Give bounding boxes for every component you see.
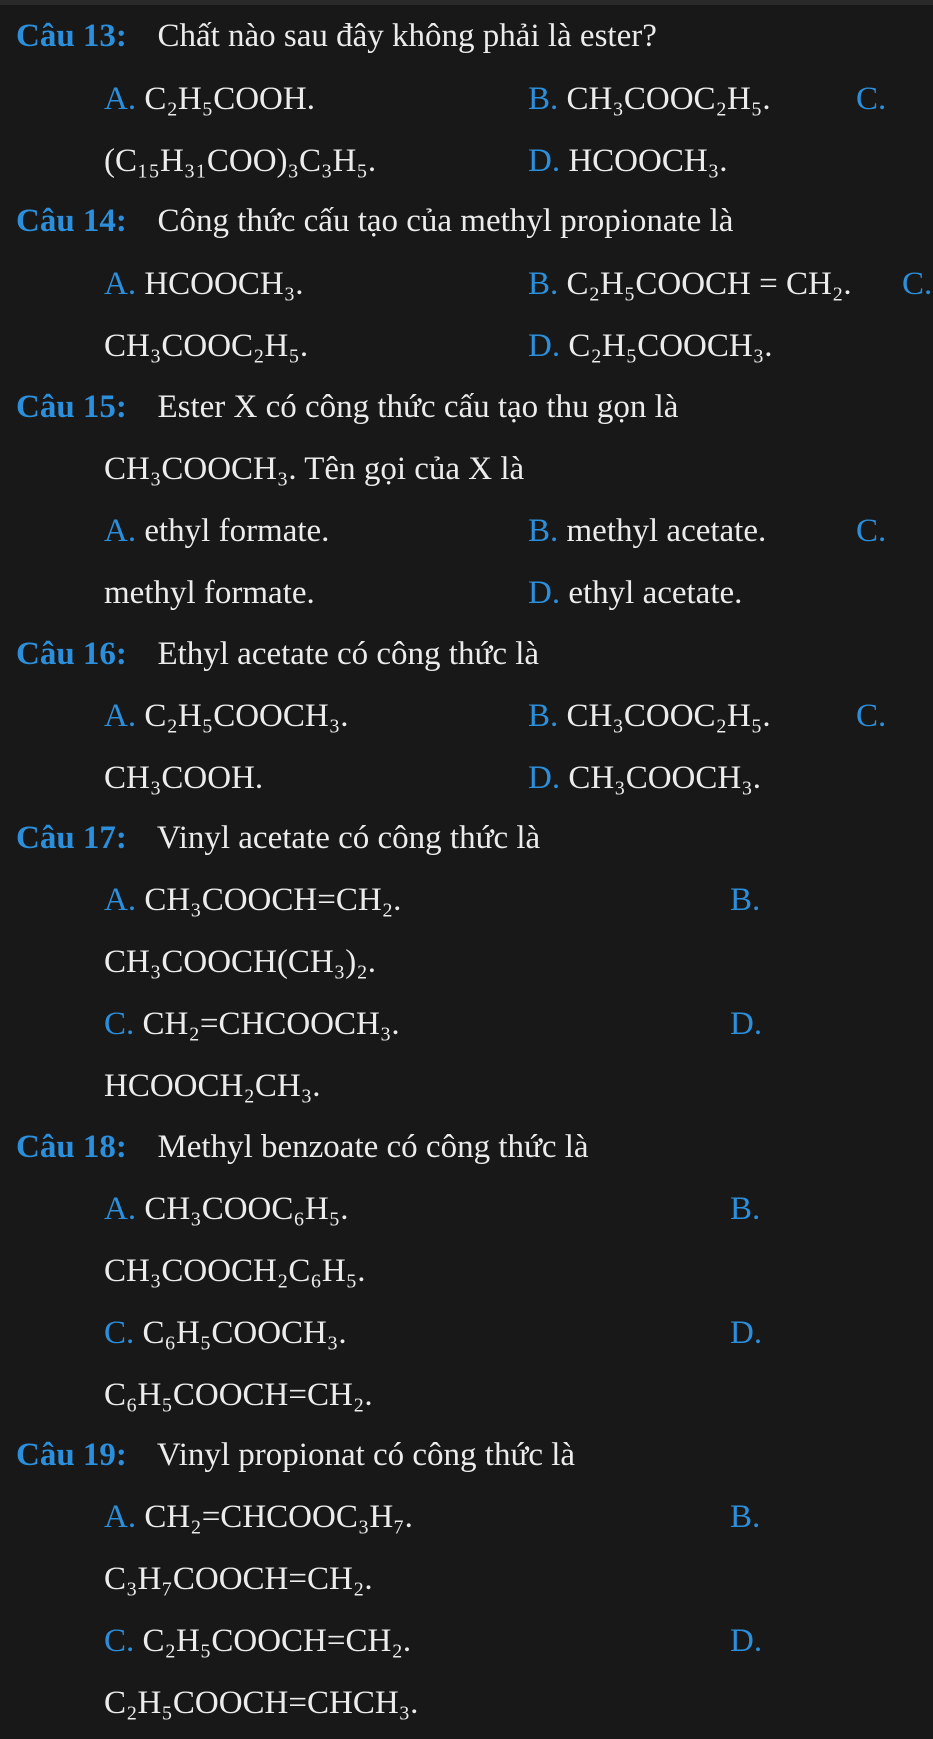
option-text: CH₂=CHCOOCH₃. — [142, 1006, 400, 1042]
option-text: CH₃COOC₆H₅. — [144, 1191, 349, 1227]
option-text: CH₃COOCH(CH₃)₂. — [104, 944, 376, 980]
option-letter: B. — [730, 1191, 761, 1227]
option-letter: D. — [730, 1623, 763, 1659]
question-label: Câu 17: — [16, 820, 127, 856]
answer-option-a[interactable] — [104, 1189, 348, 1229]
option-text: C₂H₅COOCH = CH₂. — [566, 266, 852, 302]
question-stem: Ethyl acetate có công thức là — [157, 636, 540, 672]
answer-option-b[interactable] — [528, 264, 852, 304]
option-letter: C. — [902, 266, 933, 302]
option-letter: D. — [528, 760, 561, 796]
answer-option-c[interactable] — [104, 1621, 411, 1661]
question-18-heading — [16, 1127, 589, 1167]
answer-option-b-text — [104, 942, 376, 982]
option-letter: B. — [528, 513, 559, 549]
option-text: HCOOCH₃. — [144, 266, 304, 302]
option-letter: A. — [104, 1191, 137, 1227]
option-letter: A. — [104, 266, 137, 302]
answer-option-d[interactable] — [528, 141, 727, 181]
answer-option-a[interactable] — [104, 1497, 413, 1537]
option-letter: B. — [730, 882, 761, 918]
answer-option-b[interactable] — [730, 1497, 760, 1537]
answer-option-c-text — [104, 758, 263, 798]
option-letter: D. — [528, 143, 561, 179]
answer-option-d-text — [104, 1683, 418, 1723]
option-letter: D. — [528, 575, 561, 611]
option-text: C₂H₅COOCH₃. — [144, 698, 349, 734]
option-text: HCOOCH₃. — [568, 143, 728, 179]
option-letter: D. — [730, 1315, 763, 1351]
answer-option-d-text — [104, 1375, 373, 1415]
option-text: C₆H₅COOCH=CH₂. — [104, 1377, 373, 1413]
option-text: HCOOCH₂CH₃. — [104, 1068, 321, 1104]
answer-option-d[interactable] — [730, 1313, 762, 1353]
answer-option-d-text — [104, 1066, 320, 1106]
question-stem: Ester X có công thức cấu tạo thu gọn là — [157, 389, 679, 425]
question-stem: Methyl benzoate có công thức là — [157, 1129, 589, 1165]
answer-option-a[interactable] — [104, 264, 303, 304]
option-letter: C. — [856, 698, 887, 734]
option-text: C₂H₅COOH. — [144, 81, 315, 117]
answer-option-c[interactable] — [856, 511, 886, 551]
option-text: ethyl acetate. — [568, 575, 743, 611]
question-label: Câu 19: — [16, 1437, 127, 1473]
option-text: C₂H₅COOCH₃. — [568, 328, 773, 364]
answer-option-b[interactable] — [528, 696, 771, 736]
answer-option-c[interactable] — [902, 264, 932, 304]
answer-option-b[interactable] — [730, 880, 760, 920]
option-text: methyl acetate. — [566, 513, 767, 549]
option-text: CH₂=CHCOOC₃H₇. — [144, 1499, 413, 1535]
question-stem: CH₃COOCH₃. Tên gọi của X là — [104, 451, 525, 487]
option-text: (C₁₅H₃₁COO)₃C₃H₅. — [104, 143, 377, 179]
answer-option-d[interactable] — [528, 573, 742, 613]
option-text: CH₃COOH. — [104, 760, 264, 796]
question-stem: Vinyl acetate có công thức là — [156, 820, 541, 856]
question-15-heading — [16, 387, 678, 427]
option-letter: B. — [528, 266, 559, 302]
question-14-heading — [16, 201, 733, 241]
option-letter: D. — [528, 328, 561, 364]
answer-option-b[interactable] — [730, 1189, 760, 1229]
question-label: Câu 18: — [16, 1129, 127, 1165]
option-letter: C. — [104, 1623, 135, 1659]
question-13-heading — [16, 16, 657, 56]
option-letter: A. — [104, 882, 137, 918]
option-letter: D. — [730, 1006, 763, 1042]
question-stem: Công thức cấu tạo của methyl propionate là — [157, 203, 734, 239]
question-label: Câu 15: — [16, 389, 127, 425]
answer-option-a[interactable] — [104, 79, 315, 119]
option-text: C₆H₅COOCH₃. — [142, 1315, 347, 1351]
answer-option-c-text — [104, 141, 376, 181]
option-letter: C. — [104, 1006, 135, 1042]
option-text: C₂H₅COOCH=CHCH₃. — [104, 1685, 419, 1721]
answer-option-b[interactable] — [528, 511, 766, 551]
top-border — [0, 0, 933, 5]
option-text: CH₃COOCH=CH₂. — [144, 882, 402, 918]
option-letter: A. — [104, 1499, 137, 1535]
option-letter: C. — [104, 1315, 135, 1351]
answer-option-d[interactable] — [528, 758, 761, 798]
option-letter: B. — [528, 698, 559, 734]
option-letter: A. — [104, 81, 137, 117]
answer-option-a[interactable] — [104, 880, 401, 920]
option-letter: B. — [730, 1499, 761, 1535]
answer-option-d[interactable] — [730, 1004, 762, 1044]
option-letter: A. — [104, 513, 137, 549]
answer-option-c-text — [104, 573, 315, 613]
answer-option-d[interactable] — [528, 326, 772, 366]
answer-option-c[interactable] — [104, 1004, 400, 1044]
question-17-heading — [16, 818, 540, 858]
question-label: Câu 16: — [16, 636, 127, 672]
option-text: C₃H₇COOCH=CH₂. — [104, 1561, 373, 1597]
answer-option-b-text — [104, 1559, 373, 1599]
answer-option-c[interactable] — [856, 696, 886, 736]
option-letter: C. — [856, 81, 887, 117]
answer-option-b-text — [104, 1251, 365, 1291]
answer-option-a[interactable] — [104, 511, 329, 551]
option-text: CH₃COOCH₂C₆H₅. — [104, 1253, 366, 1289]
option-text: methyl formate. — [104, 575, 315, 611]
answer-option-d[interactable] — [730, 1621, 762, 1661]
question-19-heading — [16, 1435, 575, 1475]
option-text: C₂H₅COOCH=CH₂. — [142, 1623, 412, 1659]
option-text: ethyl formate. — [144, 513, 330, 549]
answer-option-b[interactable] — [528, 79, 771, 119]
question-15-stem-continued — [104, 449, 524, 489]
answer-option-a[interactable] — [104, 696, 348, 736]
question-stem: Vinyl propionat có công thức là — [156, 1437, 576, 1473]
question-label: Câu 14: — [16, 203, 127, 239]
option-text: CH₃COOC₂H₅. — [566, 698, 771, 734]
answer-option-c-text — [104, 326, 308, 366]
option-text: CH₃COOC₂H₅. — [104, 328, 309, 364]
question-label: Câu 13: — [16, 18, 127, 54]
question-stem: Chất nào sau đây không phải là ester? — [157, 18, 657, 54]
option-text: CH₃COOCH₃. — [568, 760, 761, 796]
option-letter: C. — [856, 513, 887, 549]
option-text: CH₃COOC₂H₅. — [566, 81, 771, 117]
question-16-heading — [16, 634, 539, 674]
option-letter: A. — [104, 698, 137, 734]
answer-option-c[interactable] — [104, 1313, 347, 1353]
option-letter: B. — [528, 81, 559, 117]
answer-option-c[interactable] — [856, 79, 886, 119]
